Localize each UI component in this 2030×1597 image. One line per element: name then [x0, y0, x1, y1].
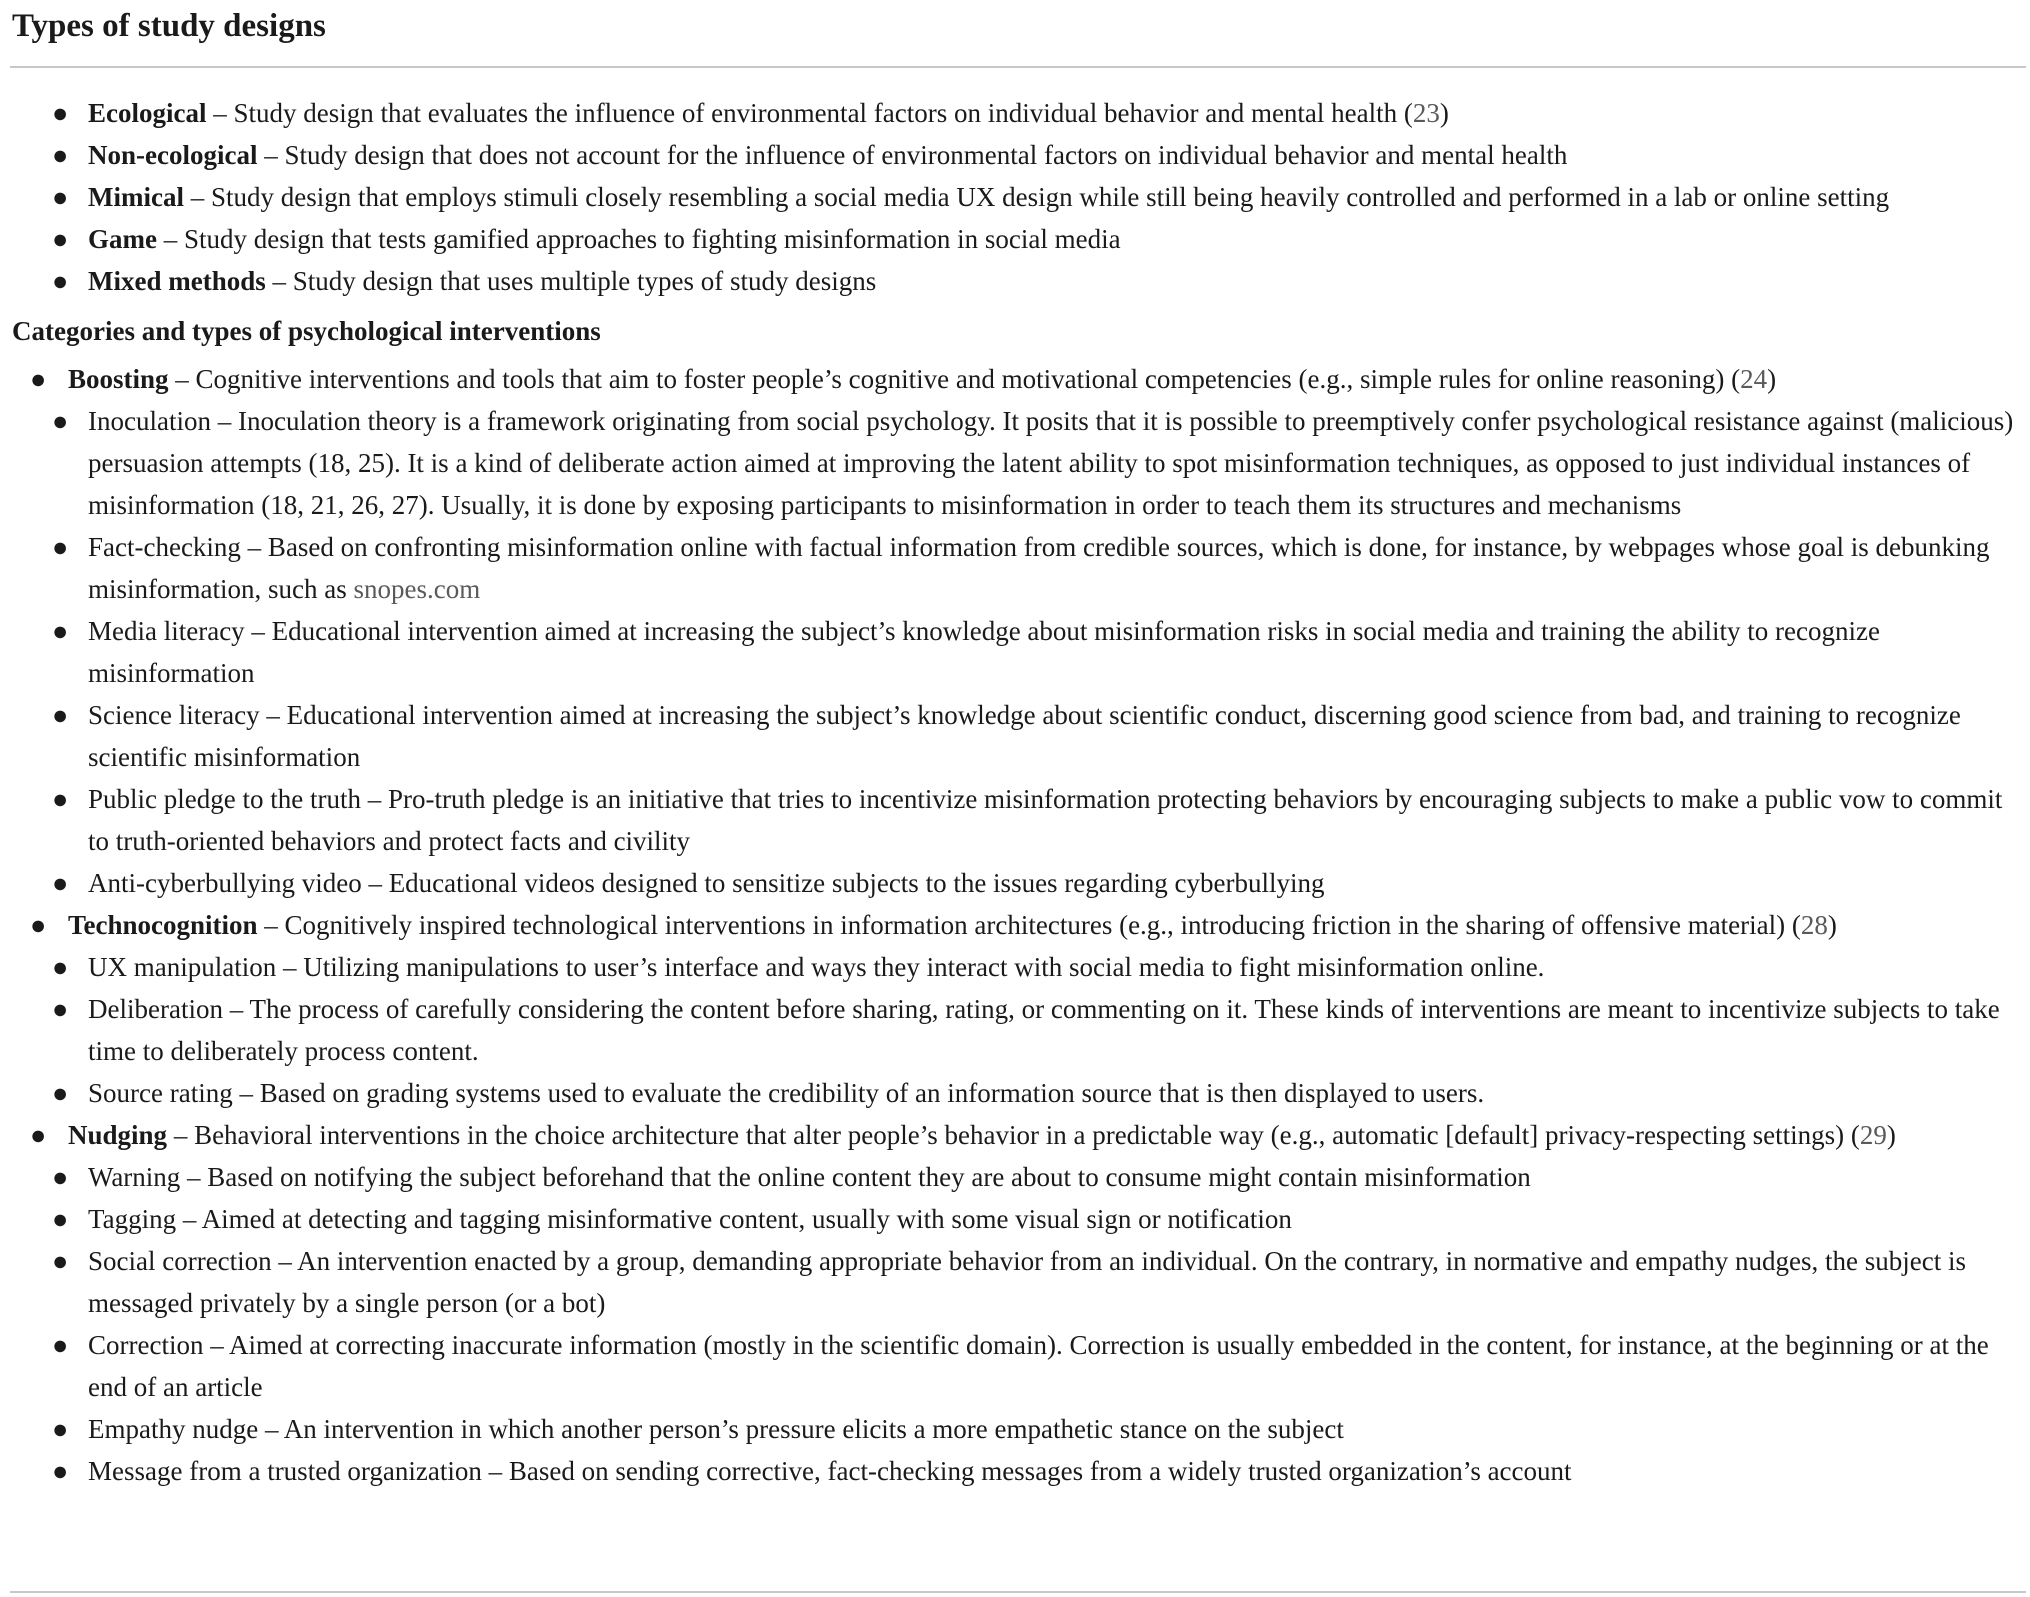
bullet-icon: ●	[30, 1120, 47, 1150]
item-text: Social correction – An intervention enacted by a group, demanding appropriate behavior from an individual. On the contrary, in normative and empathy nudges, the subject is messaged privately by a single person (or a bot)	[88, 1246, 1966, 1318]
item-text: Message from a trusted organization – Based on sending corrective, fact-checking messages from a widely trusted organization’s account	[88, 1456, 1572, 1486]
list-item	[0, 694, 2030, 778]
item-term: Game	[88, 224, 157, 254]
bullet-icon: ●	[52, 266, 69, 296]
intervention-category-list	[0, 358, 2030, 1492]
item-text: Science literacy – Educational intervention aimed at increasing the subject’s knowledge about scientific conduct, discerning good science from bad, and training to recognize scientific misinformation	[88, 700, 1961, 772]
item-text: Anti-cyberbullying video – Educational videos designed to sensitize subjects to the issues regarding cyberbullying	[88, 868, 1325, 898]
bullet-icon: ●	[52, 1414, 69, 1444]
category-item-nudging	[0, 1114, 2030, 1156]
list-item	[0, 778, 2030, 862]
category-item-technocognition	[0, 904, 2030, 946]
item-description: – Study design that uses multiple types of study designs	[265, 266, 877, 296]
item-tail: )	[1827, 910, 1837, 940]
list-item	[0, 862, 2030, 904]
bullet-icon: ●	[52, 1162, 69, 1192]
list-item	[0, 92, 2030, 134]
bullet-icon: ●	[52, 98, 69, 128]
section-heading: Categories and types of psychological interventions	[12, 316, 601, 346]
item-text: Media literacy – Educational intervention aimed at increasing the subject’s knowledge about misinformation risks in social media and training the ability to recognize misinformation	[88, 616, 1880, 688]
list-item	[0, 946, 2030, 988]
item-text: Tagging – Aimed at detecting and tagging misinformative content, usually with some visual sign or notification	[88, 1204, 1292, 1234]
item-description: – Study design that evaluates the influence of environmental factors on individual behavior and mental health (	[206, 98, 1413, 128]
item-description: – Study design that employs stimuli closely resembling a social media UX design while still being heavily controlled and performed in a lab or online setting	[183, 182, 1890, 212]
item-tail: )	[1439, 98, 1449, 128]
citation-link[interactable]: 29	[1859, 1120, 1887, 1150]
list-item	[0, 1324, 2030, 1408]
bullet-icon: ●	[52, 1204, 69, 1234]
item-text: Warning – Based on notifying the subject beforehand that the online content they are about to consume might contain misinformation	[88, 1162, 1531, 1192]
item-term: Mimical	[88, 182, 184, 212]
list-item	[0, 218, 2030, 260]
list-item	[0, 1240, 2030, 1324]
item-term: Non-ecological	[88, 140, 258, 170]
item-description: – Cognitively inspired technological interventions in information architectures (e.g., introducing friction in the sharing of offensive material) (	[257, 910, 1801, 940]
item-text: Deliberation – The process of carefully considering the content before sharing, rating, or commenting on it. These kinds of interventions are meant to incentivize subjects to take time to deliberately process content.	[88, 994, 2000, 1066]
item-text: Empathy nudge – An intervention in which another person’s pressure elicits a more empathetic stance on the subject	[88, 1414, 1344, 1444]
list-item	[0, 260, 2030, 302]
page-title: Types of study designs	[12, 8, 326, 44]
item-term: Mixed methods	[88, 266, 266, 296]
item-description: – Behavioral interventions in the choice architecture that alter people’s behavior in a predictable way (e.g., automatic [default] privacy-respecting settings) (	[167, 1120, 1860, 1150]
bullet-icon: ●	[52, 952, 69, 982]
item-term: Technocognition	[68, 910, 258, 940]
list-item	[0, 610, 2030, 694]
list-item	[0, 526, 2030, 610]
citation-link[interactable]: 24	[1740, 364, 1768, 394]
list-item	[0, 400, 2030, 526]
list-item	[0, 1408, 2030, 1450]
list-item	[0, 176, 2030, 218]
snopes-link[interactable]: snopes.com	[353, 574, 481, 604]
category-item-boosting	[0, 358, 2030, 400]
bullet-icon: ●	[52, 1246, 69, 1276]
item-text: Correction – Aimed at correcting inaccurate information (mostly in the scientific domain). Correction is usually embedded in the content, for instance, at the beginning or at the end of an article	[88, 1330, 1989, 1402]
bullet-icon: ●	[52, 1456, 69, 1486]
bullet-icon: ●	[52, 616, 69, 646]
bullet-icon: ●	[52, 1330, 69, 1360]
item-text: UX manipulation – Utilizing manipulations to user’s interface and ways they interact with social media to fight misinformation online.	[88, 952, 1545, 982]
item-tail: )	[1886, 1120, 1896, 1150]
item-term: Nudging	[68, 1120, 168, 1150]
item-description: – Study design that does not account for the influence of environmental factors on individual behavior and mental health	[257, 140, 1568, 170]
item-description: – Cognitive interventions and tools that aim to foster people’s cognitive and motivational competencies (e.g., simple rules for online reasoning) (	[168, 364, 1741, 394]
item-text: Public pledge to the truth – Pro-truth pledge is an initiative that tries to incentivize misinformation protecting behaviors by encouraging subjects to make a public vow to commit to truth-oriented behaviors and protect facts and civility	[88, 784, 2003, 856]
bullet-icon: ●	[52, 182, 69, 212]
bullet-icon: ●	[52, 406, 69, 436]
document-body	[0, 92, 2030, 1492]
item-tail: )	[1767, 364, 1777, 394]
list-item	[0, 1072, 2030, 1114]
citation-link[interactable]: 23	[1412, 98, 1440, 128]
study-design-list	[0, 92, 2030, 302]
item-text: Fact-checking – Based on confronting misinformation online with factual information from credible sources, which is done, for instance, by webpages whose goal is debunking misinformation, such as	[88, 532, 1990, 604]
bullet-icon: ●	[30, 910, 47, 940]
item-term: Boosting	[68, 364, 169, 394]
bullet-icon: ●	[52, 994, 69, 1024]
bullet-icon: ●	[52, 532, 69, 562]
bullet-icon: ●	[52, 868, 69, 898]
bullet-icon: ●	[52, 224, 69, 254]
top-divider	[10, 66, 2026, 68]
bottom-divider	[10, 1591, 2026, 1593]
item-text: Source rating – Based on grading systems used to evaluate the credibility of an information source that is then displayed to users.	[88, 1078, 1485, 1108]
bullet-icon: ●	[52, 140, 69, 170]
bullet-icon: ●	[30, 364, 47, 394]
list-item	[0, 1450, 2030, 1492]
list-item	[0, 1198, 2030, 1240]
citation-link[interactable]: 28	[1800, 910, 1828, 940]
list-item	[0, 134, 2030, 176]
list-item	[0, 988, 2030, 1072]
item-text: Inoculation – Inoculation theory is a framework originating from social psychology. It posits that it is possible to preemptively confer psychological resistance against (malicious) persuasion attempts (18, 25). It is a kind of deliberate action aimed at improving the latent ability to spot misinformation techniques, as opposed to just individual instances of misinformation (18, 21, 26, 27). Usually, it is done by exposing participants to misinformation in order to teach them its structures and mechanisms	[88, 406, 2014, 520]
item-description: – Study design that tests gamified approaches to fighting misinformation in social media	[156, 224, 1121, 254]
list-item	[0, 1156, 2030, 1198]
bullet-icon: ●	[52, 1078, 69, 1108]
bullet-icon: ●	[52, 784, 69, 814]
item-term: Ecological	[88, 98, 207, 128]
bullet-icon: ●	[52, 700, 69, 730]
